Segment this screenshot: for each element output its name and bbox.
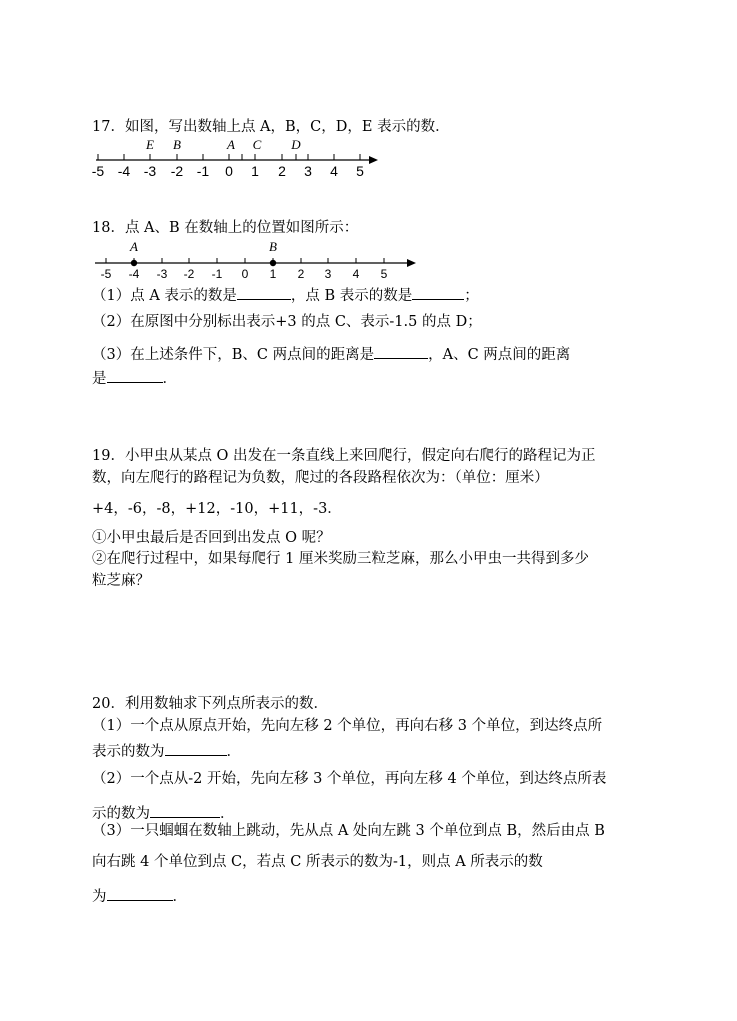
q19-sub2-line1: ②在爬行过程中，如果每爬行 1 厘米奖励三粒芝麻，那么小甲虫一共得到多少 [92,551,589,567]
q18-tick-label: -5 [100,267,112,281]
q18-tick-label: 3 [324,267,332,281]
q20-title: 20．利用数轴求下列点所表示的数． [92,696,328,712]
q18-tick-label: -4 [128,267,140,281]
q20-p3-line2: 向右跳 4 个单位到点 C，若点 C 所表示的数为-1，则点 A 所表示的数 [92,854,543,870]
q18-tick-label: -1 [211,267,223,281]
q18-tick-label: -2 [183,267,195,281]
q18-point-a-dot [131,260,137,266]
q18-blank-a[interactable] [237,285,291,300]
q17-label-e: E [146,138,154,152]
q18-blank-ac[interactable] [107,368,163,383]
q18-part3: （3）在上述条件下，B、C 两点间的距离是 ，A、C 两点间的距离 [92,344,570,363]
q18-blank-bc[interactable] [374,344,428,359]
q17-label-a: A [227,138,235,152]
q20-blank-2[interactable] [150,803,220,818]
q17-tick-label: 3 [304,163,312,179]
q18-tick-label: -3 [156,267,168,281]
q17-tick-label: -3 [143,163,157,179]
q20-p1-line2: 表示的数为 ． [92,741,241,760]
q18-tick-label: 1 [269,267,277,281]
q20-p2-line1: （2）一个点从-2 开始，先向左移 3 个单位，再向左移 4 个单位，到达终点所表 [92,771,607,787]
q17-label-b: B [173,138,181,152]
q17-title: 17．如图，写出数轴上点 A，B，C，D，E 表示的数． [92,119,450,135]
q18-label-b: B [269,239,277,254]
q18-point-b-dot [270,260,276,266]
q17-number-line [0,138,737,198]
q17-tick-label: -4 [117,163,131,179]
q20-p3-line1: （3）一只蝈蝈在数轴上跳动，先从点 A 处向左跳 3 个单位到点 B，然后由点 B [92,823,605,839]
q17-tick-label: 1 [251,163,259,179]
q17-label-c: C [252,138,262,152]
q18-tick-label: 2 [297,267,305,281]
q18-number-line [0,238,737,282]
q20-blank-3[interactable] [107,886,173,901]
q18-part3-cont: 是 ． [92,368,177,387]
q17-tick-label: 5 [356,163,364,179]
q17-tick-label: 4 [330,163,338,179]
q18-label-a: A [130,239,138,254]
q17-tick-label: 2 [278,163,286,179]
q20-p1-line1: （1）一个点从原点开始，先向左移 2 个单位，再向右移 3 个单位，到达终点所 [92,718,603,734]
q18-tick-label: 4 [352,267,360,281]
q17-tick-label: -1 [196,163,210,179]
q19-sub2-line2: 粒芝麻？ [92,573,150,589]
q18-blank-b[interactable] [412,285,464,300]
q17-tick-label: -5 [91,163,105,179]
q19-sub1: ①小甲虫最后是否回到出发点 O 呢？ [92,530,331,546]
q19-sequence: +4，-6，-8，+12，-10，+11，-3． [92,501,342,517]
q18-part1: （1）点 A 表示的数是 ，点 B 表示的数是 ； [92,285,479,304]
q18-tick-label: 0 [241,267,249,281]
q19-line1: 19．小甲虫从某点 O 出发在一条直线上来回爬行，假定向右爬行的路程记为正 [92,448,596,464]
q18-part2: （2）在原图中分别标出表示+3 的点 C、表示-1.5 的点 D； [92,314,482,330]
q18-title: 18．点 A、B 在数轴上的位置如图所示： [92,220,359,236]
q19-line2: 数，向左爬行的路程记为负数，爬过的各段路程依次为：（单位：厘米） [92,470,549,486]
q18-tick-label: 5 [380,267,388,281]
q20-p3-line3: 为 ． [92,886,187,905]
q17-tick-label: -2 [170,163,184,179]
q20-blank-1[interactable] [165,741,227,756]
q17-label-d: D [291,138,301,152]
q20-p2-line2: 示的数为 ． [92,803,235,822]
q17-tick-label: 0 [225,163,233,179]
